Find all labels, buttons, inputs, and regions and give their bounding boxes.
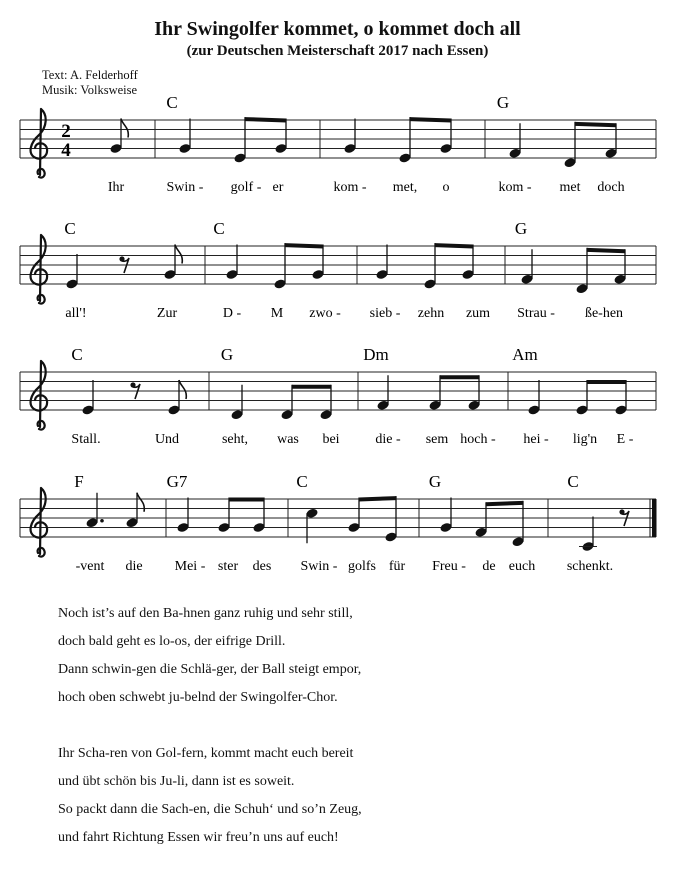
staff-system	[20, 219, 656, 321]
eighth-flag	[179, 380, 186, 399]
chord-symbol: Dm	[363, 345, 389, 364]
music-credit: Musik: Volksweise	[42, 83, 138, 97]
lyric-syllable: o	[442, 180, 450, 195]
chord-symbol: C	[213, 219, 225, 238]
lyric-syllable: Und	[154, 432, 180, 447]
lyric-syllable: Swin -	[300, 559, 338, 574]
lyric-syllable: zwo -	[309, 306, 341, 321]
song-subtitle: (zur Deutschen Meisterschaft 2017 nach Essen)	[186, 43, 489, 59]
treble-clef-icon	[31, 361, 48, 430]
treble-clef-icon	[31, 488, 48, 557]
chord-symbol: F	[74, 472, 84, 491]
lyric-syllable: Freu -	[432, 559, 466, 574]
lyric-syllable: Ihr	[107, 180, 125, 195]
verse-line: Ihr Scha-ren von Gol-fern, kommt macht euch bereit	[58, 746, 354, 761]
time-signature-top: 2	[61, 121, 71, 142]
lyric-syllable: all'!	[65, 306, 87, 321]
verse-line: Noch ist’s auf den Ba-hnen ganz ruhig und sehr still,	[58, 606, 353, 621]
lyric-syllable: seht,	[221, 432, 249, 447]
staff-system	[20, 472, 656, 574]
lyric-syllable: -vent	[75, 559, 105, 574]
lyric-syllable: met,	[392, 180, 418, 195]
time-signature-bottom: 4	[61, 140, 71, 161]
beam	[285, 243, 323, 248]
lyric-syllable: ße-hen	[584, 306, 624, 321]
chord-symbol: C	[296, 472, 308, 491]
lyric-syllable: de	[482, 559, 496, 574]
lyric-syllable: für	[388, 559, 406, 574]
lyric-syllable: hoch -	[460, 432, 496, 447]
chord-symbol: G	[496, 93, 510, 112]
staff-system	[20, 345, 656, 447]
lyric-syllable: Stall.	[71, 432, 101, 447]
final-barline-thick	[652, 499, 656, 537]
chord-symbol: C	[166, 93, 178, 112]
lyric-syllable: schenkt.	[566, 559, 614, 574]
augmentation-dot	[100, 519, 104, 523]
beam	[245, 117, 286, 122]
beam	[440, 375, 479, 379]
lyric-syllable: hei -	[523, 432, 549, 447]
lyric-syllable: zum	[465, 306, 491, 321]
lyric-syllable: Swin -	[166, 180, 204, 195]
clef-stroke	[31, 488, 48, 557]
eighth-flag	[121, 119, 128, 138]
verse-line: doch bald geht es lo-os, der eifrige Drill.	[58, 634, 286, 649]
verse-3	[58, 740, 362, 852]
verse-line: hoch oben schwebt ju-belnd der Swingolfer-Chor.	[58, 690, 338, 705]
chord-symbol: G	[220, 345, 234, 364]
chord-symbol: Am	[512, 345, 538, 364]
beam	[410, 117, 451, 122]
lyric-syllable: Zur	[156, 306, 178, 321]
lyric-syllable: E -	[616, 432, 634, 447]
lyric-syllable: was	[277, 432, 299, 447]
lyric-syllable: Strau -	[517, 306, 555, 321]
lyric-syllable: er	[272, 180, 284, 195]
lyric-syllable: des	[252, 559, 272, 574]
chord-symbol: G	[428, 472, 442, 491]
lyric-syllable: die	[125, 559, 143, 574]
verse-line: und übt schön bis Ju-li, dann ist es soweit.	[58, 774, 295, 789]
beam	[575, 122, 616, 127]
beam	[587, 380, 626, 384]
chord-symbol: G	[514, 219, 528, 238]
lyric-syllable: golfs	[348, 559, 376, 574]
lyric-syllable: doch	[597, 180, 625, 195]
lyric-syllable: die -	[375, 432, 401, 447]
lyric-syllable: met	[559, 180, 581, 195]
treble-clef-icon	[31, 235, 48, 304]
chord-symbol: C	[64, 219, 76, 238]
lyric-syllable: golf -	[230, 180, 262, 195]
beam	[486, 501, 523, 506]
chord-symbol: C	[567, 472, 579, 491]
lyric-syllable: D -	[222, 306, 242, 321]
treble-clef-icon	[31, 109, 48, 178]
text-credit: Text: A. Felderhoff	[42, 68, 138, 82]
lyric-syllable: kom -	[498, 180, 532, 195]
lyric-syllable: sieb -	[369, 306, 401, 321]
clef-stroke	[31, 109, 48, 178]
clef-stroke	[31, 235, 48, 304]
lyric-syllable: ster	[217, 559, 239, 574]
lyric-syllable: Mei -	[174, 559, 206, 574]
song-title: Ihr Swingolfer kommet, o kommet doch all	[154, 18, 521, 40]
lyric-syllable: kom -	[333, 180, 367, 195]
lyric-syllable: M	[270, 306, 284, 321]
beam	[587, 248, 625, 253]
eighth-flag	[175, 245, 182, 264]
lyric-syllable: lig'n	[572, 432, 598, 447]
beam	[435, 243, 473, 248]
verse-line: und fahrt Richtung Essen wir freu’n uns auf euch!	[58, 830, 339, 845]
lyric-syllable: bei	[322, 432, 340, 447]
clef-stroke	[31, 361, 48, 430]
lyric-syllable: sem	[425, 432, 449, 447]
verse-line: Dann schwin-gen die Schlä-ger, der Ball steigt empor,	[58, 662, 362, 677]
verse-line: So packt dann die Sach-en, die Schuh‘ und so’n Zeug,	[58, 802, 362, 817]
lyric-syllable: zehn	[417, 306, 445, 321]
verse-2	[58, 600, 361, 712]
beam	[229, 498, 264, 502]
staff-system	[20, 93, 656, 195]
lyric-syllable: euch	[508, 559, 536, 574]
chord-symbol: G7	[166, 472, 188, 491]
chord-symbol: C	[71, 345, 83, 364]
beam	[359, 496, 396, 501]
beam	[292, 385, 331, 389]
